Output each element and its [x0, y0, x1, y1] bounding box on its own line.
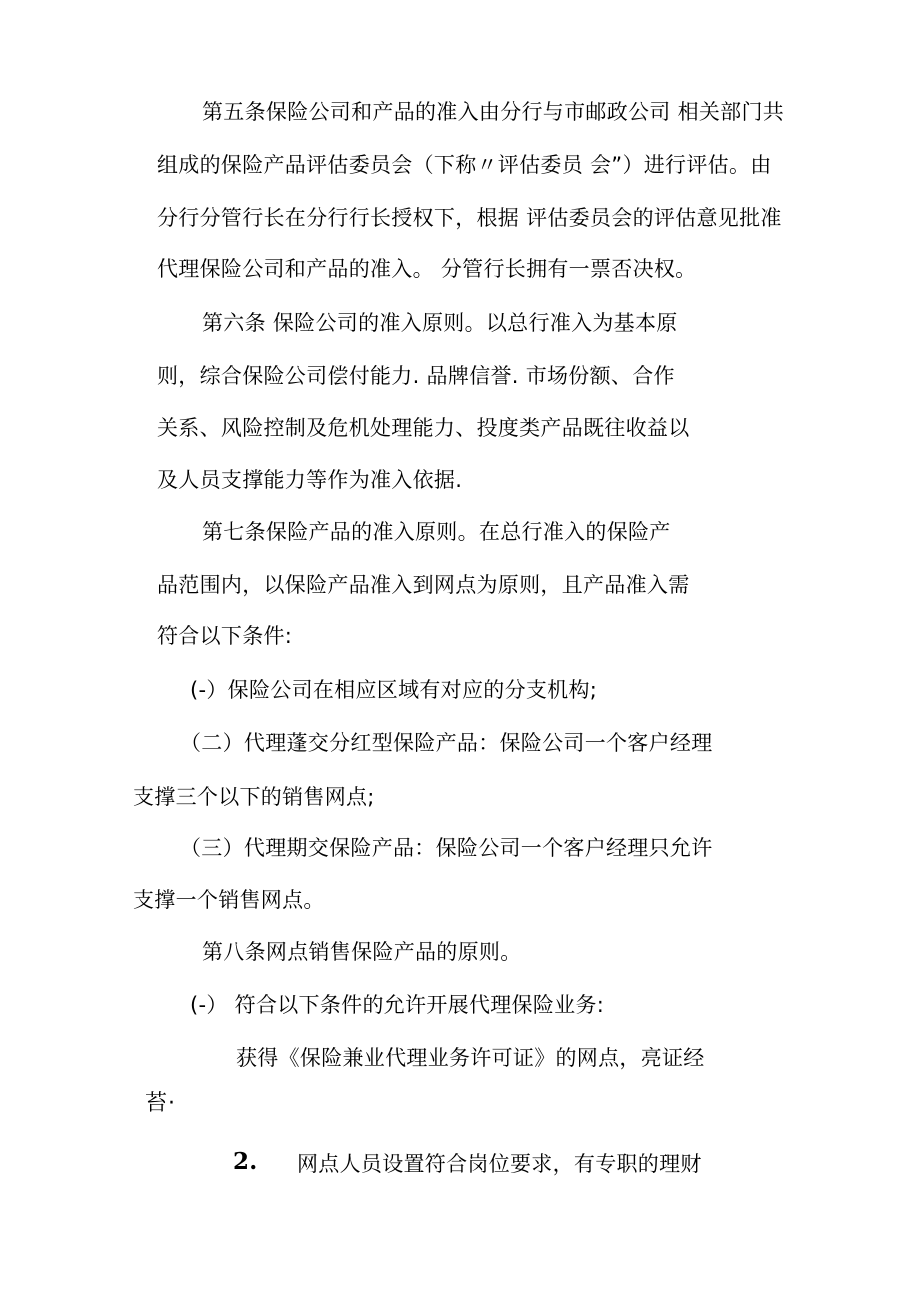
paragraph-line: 符合以下条件: [157, 624, 293, 648]
paragraph-line: 获得《保险兼业代理业务许可证》的网点，亮证经 [236, 1046, 705, 1070]
list-number: 2. [233, 1148, 258, 1175]
paragraph-line: (-）保险公司在相应区域有对应的分支机构; [190, 678, 598, 702]
paragraph-line: 及人员支撑能力等作为准入依据. [157, 468, 463, 492]
paragraph-line: 组成的保险产品评估委员会（下称〃评估委员 会”）进行评估。由 [157, 153, 772, 177]
paragraph-line: 分行分管行长在分行行长授权下，根据 评估委员会的评估意见批准 [157, 206, 782, 230]
paragraph-line: 支撑一个销售网点。 [133, 888, 325, 912]
paragraph-line: (-） 符合以下条件的允许开展代理保险业务: [190, 993, 605, 1017]
paragraph-line: 网点人员设置符合岗位要求，有专职的理财 [297, 1152, 702, 1176]
paragraph-line: 关系、风险控制及危机处理能力、投度类产品既往收益以 [157, 416, 690, 440]
paragraph-line: （二）代理蓬交分红型保险产品：保险公司一个客户经理 [180, 731, 713, 755]
paragraph-line: 第八条网点销售保险产品的原则。 [202, 940, 522, 964]
paragraph-line: 第五条保险公司和产品的准入由分行与市邮政公司 相关部门共 [202, 100, 785, 124]
paragraph-line: 苔· [145, 1091, 176, 1116]
paragraph-line: 支撑三个以下的销售网点; [133, 785, 375, 809]
paragraph-line: 则，综合保险公司偿付能力. 品牌信誉. 市场份额、合作 [157, 364, 675, 388]
paragraph-line: （三）代理期交保险产品：保险公司一个客户经理只允许 [180, 836, 713, 860]
paragraph-line: 第七条保险产品的准入原则。在总行准入的保险产 [202, 520, 671, 544]
paragraph-line: 代理保险公司和产品的准入。 分管行长拥有一票否决权。 [157, 257, 697, 281]
paragraph-line: 品范围内，以保险产品准入到网点为原则，且产品准入需 [157, 573, 690, 597]
paragraph-line: 第六条 保险公司的准入原则。以总行准入为基本原 [202, 311, 678, 335]
